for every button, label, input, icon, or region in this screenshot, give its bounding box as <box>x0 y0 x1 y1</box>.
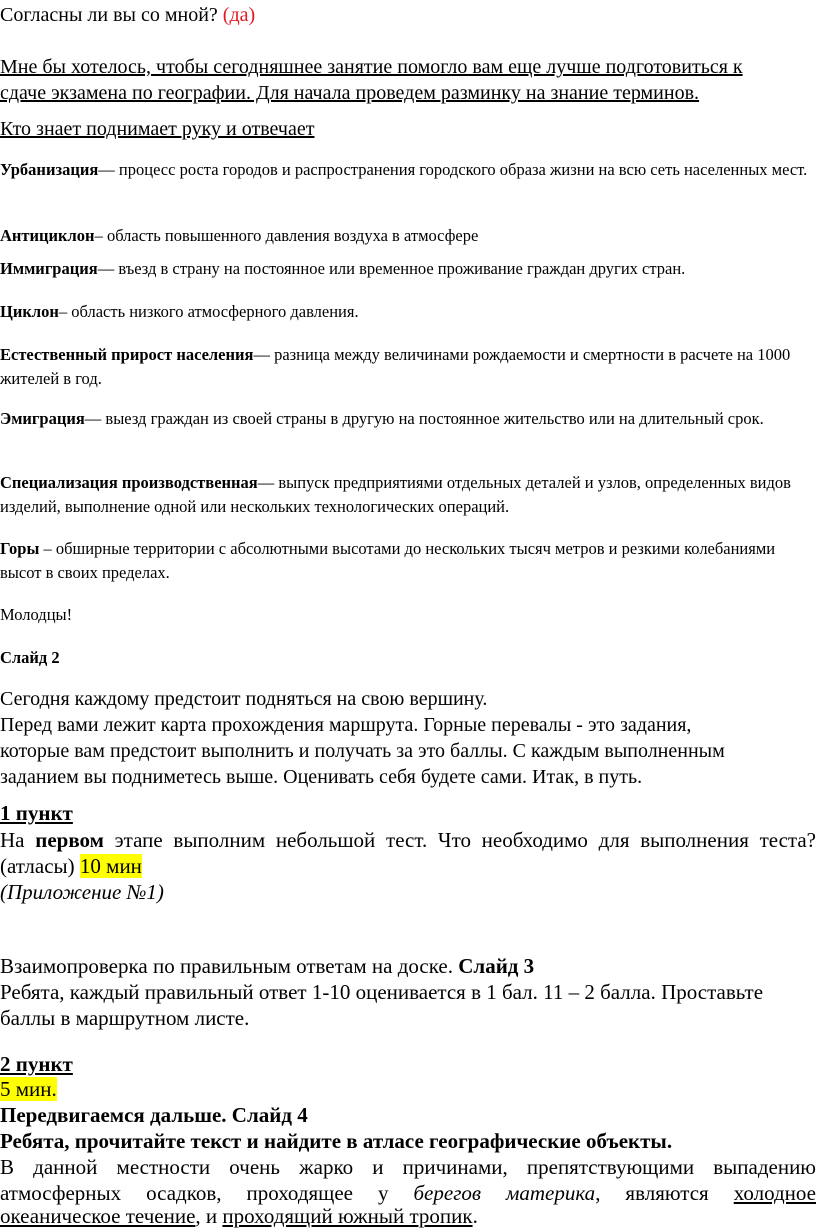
intro-question-line <box>0 2 816 28</box>
intro-answer: (да) <box>222 4 256 26</box>
point2-instruction: Ребята, прочитайте текст и найдите в атласе географические объекты. <box>0 1129 673 1153</box>
intro-paragraph-line1: Мне бы хотелось, чтобы сегодняшнее занятие помогло вам еще лучше подготовиться к <box>0 56 743 78</box>
term-name: Специализация производственная <box>0 473 258 492</box>
point2-p-a: атмосферных осадков, проходящее у <box>0 1181 414 1205</box>
term-name: Урбанизация <box>0 160 99 179</box>
check-slide: Слайд 3 <box>458 954 535 978</box>
point1-appendix: (Приложение №1) <box>0 880 164 904</box>
term-name: Антициклон <box>0 226 95 245</box>
term-name: Циклон <box>0 302 59 321</box>
term-definition: – обширные территории с абсолютными высотами до нескольких тысяч метров и резкими колебаниями высот в своих пределах. <box>0 539 776 582</box>
slide2-line4: заданием вы подниметесь выше. Оценивать себя будете сами. Итак, в путь. <box>0 766 643 788</box>
check-line3: баллы в маршрутном листе. <box>0 1006 250 1030</box>
point1-heading: 1 пункт <box>0 801 73 825</box>
point1-line1 <box>0 827 816 854</box>
who-knows-line: Кто знает поднимает руку и отвечает <box>0 118 315 140</box>
term-name: Естественный прирост населения <box>0 345 254 364</box>
point1-text-a: На <box>0 828 36 852</box>
point2-heading: 2 пункт <box>0 1052 73 1076</box>
term-natural-growth <box>0 343 816 391</box>
slide2-line3: которые вам предстоит выполнить и получать за это баллы. С каждым выполненным <box>0 740 725 762</box>
term-name: Эмиграция <box>0 409 85 428</box>
intro-paragraph-line2: сдаче экзамена по географии. Для начала проведем разминку на знание терминов. <box>0 82 700 104</box>
term-definition: – область повышенного давления воздуха в атмосфере <box>94 226 479 245</box>
check-line2: Ребята, каждый правильный ответ 1-10 оценивается в 1 бал. 11 – 2 балла. Проставьте <box>0 980 764 1004</box>
term-anticyclone <box>0 224 816 248</box>
point1-text-bold: первом <box>35 828 104 852</box>
point2-p-end: . <box>472 1204 478 1228</box>
check-line1 <box>0 953 816 980</box>
point1-text-b: этапе выполним небольшой тест. Что необходимо для выполнения теста? <box>103 828 816 852</box>
well-done-text: Молодцы! <box>0 605 73 624</box>
term-immigration <box>0 257 816 281</box>
slide2-line1: Сегодня каждому предстоит подняться на свою вершину. <box>0 688 488 710</box>
point2-p-italic: берегов материка <box>413 1181 596 1205</box>
term-name: Горы <box>0 539 40 558</box>
term-definition: – область низкого атмосферного давления. <box>58 302 359 321</box>
slide2-label: Слайд 2 <box>0 648 60 667</box>
point1-text-c: (атласы) <box>0 854 80 878</box>
term-definition: — процесс роста городов и распространения городского образа жизни на всю сеть населенных мест. <box>98 160 808 179</box>
point2-move-on: Передвигаемся дальше. Слайд 4 <box>0 1103 308 1127</box>
term-definition: — въезд в страну на постоянное или временное проживание граждан других стран. <box>97 259 686 278</box>
intro-question: Согласны ли вы со мной? <box>0 4 218 26</box>
term-mountains <box>0 537 816 585</box>
point2-time-highlight: 5 мин. <box>0 1077 57 1101</box>
point2-p-underline1b: океаническое течение <box>0 1204 196 1228</box>
check-text: Взаимопроверка по правильным ответам на доске. <box>0 954 459 978</box>
point1-time-highlight: 10 мин <box>79 854 142 878</box>
term-name: Иммиграция <box>0 259 98 278</box>
term-definition: — разница между величинами рождаемости и смертности в расчете на 1000 жителей в год. <box>0 345 791 388</box>
point2-p-c: , и <box>195 1204 223 1228</box>
slide2-line2: Перед вами лежит карта прохождения маршрута. Горные перевалы - это задания, <box>0 714 692 736</box>
term-definition: — выпуск предприятиями отдельных деталей и узлов, определенных видов изделий, выполнение одной или нескольких технологических операций. <box>0 473 791 516</box>
point2-p-underline2: проходящий южный тропик <box>222 1204 473 1228</box>
term-emigration <box>0 407 816 431</box>
point2-p-underline1: холодное <box>733 1181 816 1205</box>
term-definition: — выезд граждан из своей страны в другую на постоянное жительство или на длительный срок. <box>84 409 764 428</box>
point2-paragraph-line3 <box>0 1203 816 1230</box>
point1-line2 <box>0 853 816 880</box>
point2-p-b: , являются <box>595 1181 734 1205</box>
term-specialization <box>0 471 816 519</box>
term-cyclone <box>0 300 816 324</box>
point2-paragraph-line1: В данной местности очень жарко и причинами, препятствующими выпадению <box>0 1155 816 1179</box>
point2-time-line <box>0 1076 816 1103</box>
term-urbanization <box>0 158 816 182</box>
